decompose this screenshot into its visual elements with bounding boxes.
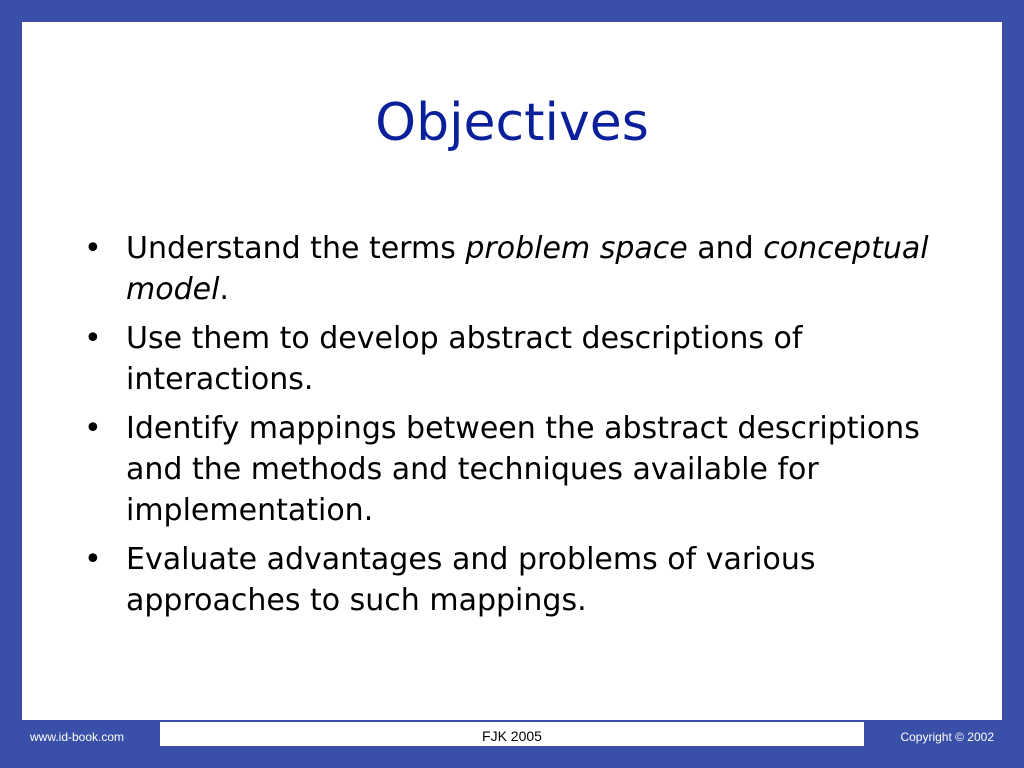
bullet-text: Use them to develop abstract descriptions of interactions. [126, 321, 803, 397]
bullet-item [84, 228, 944, 310]
footer-website-link[interactable]: www.id-book.com [30, 730, 125, 744]
bullet-item [84, 318, 944, 400]
footer-copyright: Copyright © 2002 [900, 730, 994, 744]
bullet-text: . [219, 272, 229, 307]
bullet-term: problem space [465, 231, 688, 266]
bullet-text: Identify mappings between the abstract descriptions and the methods and techniques available for implementation. [126, 411, 920, 528]
bullet-text: Understand the terms [126, 231, 466, 266]
slide-content-area [22, 22, 1002, 720]
footer-author-date: FJK 2005 [482, 728, 542, 744]
bullet-text: and [687, 231, 764, 266]
bullet-text: Evaluate advantages and problems of various approaches to such mappings. [126, 542, 816, 618]
slide-title: Objectives [375, 93, 649, 153]
bullet-item [84, 539, 944, 621]
bullet-item [84, 408, 944, 531]
bullet-marker: • [84, 542, 102, 577]
bullet-term: conceptual model [126, 231, 929, 307]
bullet-list [84, 228, 944, 629]
bullet-marker: • [84, 231, 102, 266]
bullet-marker: • [84, 411, 102, 446]
bullet-marker: • [84, 321, 102, 356]
